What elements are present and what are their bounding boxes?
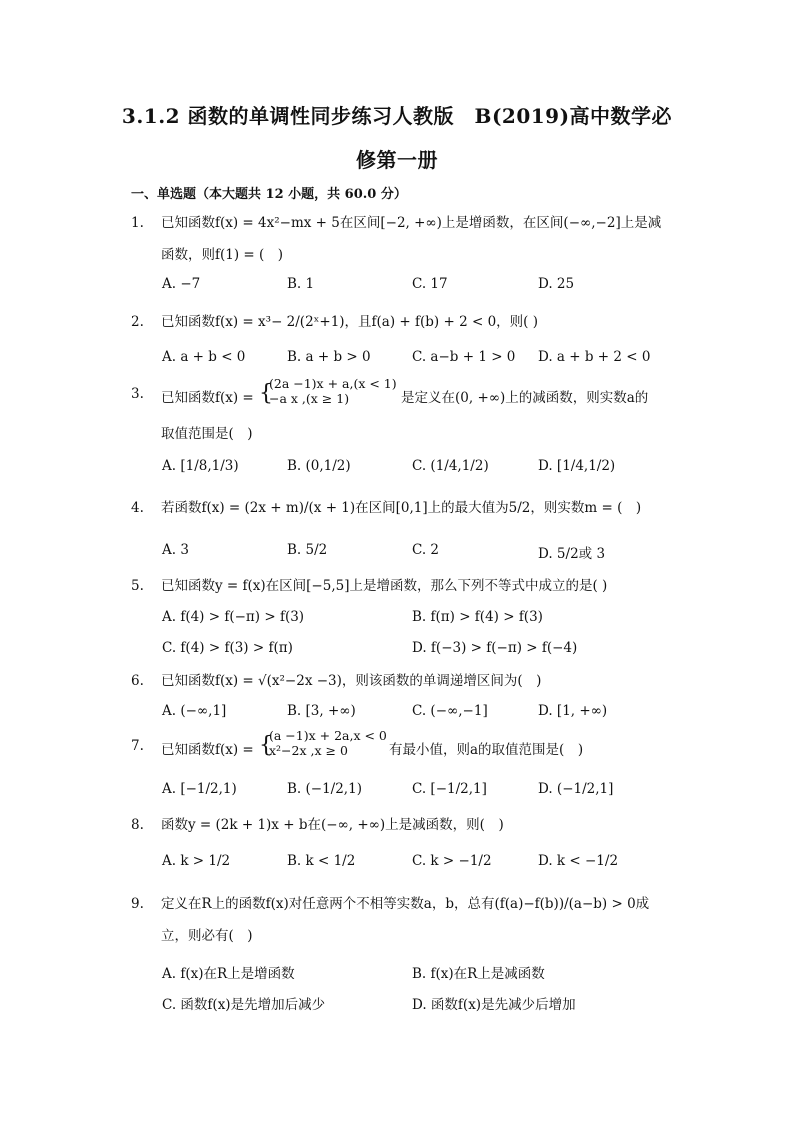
question-stem: 已知函数f(x) = 4x²−mx + 5在区间[−2, +∞)上是增函数，在区间(−∞,−2]上是减函数，则f(1) = ( ) [161, 215, 662, 263]
question-stem-suffix: 有最小值，则a的取值范围是( ) [389, 742, 584, 758]
option-a: A. f(4) > f(−π) > f(3) [162, 609, 305, 625]
question-stem: 若函数f(x) = (2x + m)/(x + 1)在区间[0,1]上的最大值为5/2，则实数m = ( ) [161, 500, 642, 516]
question-number: 8. [131, 817, 144, 833]
option-a: A. f(x)在R上是增函数 [162, 966, 295, 982]
option-b: B. 5/2 [287, 542, 328, 558]
question-number: 2. [131, 314, 144, 330]
question-8 [131, 809, 671, 841]
option-b: B. f(π) > f(4) > f(3) [412, 609, 543, 625]
option-b: B. (−1/2,1) [287, 781, 362, 797]
option-a: A. 3 [162, 542, 189, 558]
question-6 [131, 665, 671, 697]
option-a: A. [−1/2,1) [162, 781, 237, 797]
section-heading: 一、单选题（本大题共 12 小题，共 60.0 分） [131, 187, 407, 202]
brace-icon: { [259, 381, 273, 406]
question-number: 3. [131, 386, 144, 402]
option-d: D. 5/2或 3 [538, 546, 606, 562]
option-c: C. (−∞,−1] [412, 703, 488, 719]
piecewise-top: (a −1)x + 2a,x < 0 [269, 728, 387, 743]
option-b: B. a + b > 0 [287, 349, 371, 365]
option-a: A. k > 1/2 [162, 853, 231, 869]
question-stem: 已知函数y = f(x)在区间[−5,5]上是增函数，那么下列不等式中成立的是( ) [161, 578, 608, 594]
option-c: C. k > −1/2 [412, 853, 492, 869]
brace-icon: { [259, 733, 273, 758]
document-title-line-2: 修第一册 [356, 148, 438, 172]
question-3 [131, 376, 671, 440]
question-5 [131, 570, 671, 602]
option-b: B. [3, +∞) [287, 703, 356, 719]
option-b: B. f(x)在R上是减函数 [412, 966, 545, 982]
question-stem: 已知函数f(x) = x³− 2/(2ˣ+1)，且f(a) + f(b) + 2 < 0，则( ) [161, 314, 538, 330]
question-stem-suffix: 是定义在(0, +∞)上的减函数，则实数a的 [401, 390, 649, 406]
option-d: D. 函数f(x)是先减少后增加 [412, 997, 576, 1013]
option-d: D. k < −1/2 [538, 853, 619, 869]
option-b: B. 1 [287, 276, 315, 292]
question-number: 6. [131, 673, 144, 689]
option-c: C. 17 [412, 276, 448, 292]
option-c: C. 函数f(x)是先增加后减少 [162, 997, 326, 1013]
option-c: C. 2 [412, 542, 440, 558]
piecewise-bottom: x²−2x ,x ≥ 0 [269, 743, 348, 758]
question-1 [131, 207, 671, 271]
question-stem: 已知函数f(x) = √(x²−2x −3)，则该函数的单调递增区间为( ) [161, 673, 542, 689]
question-stem-prefix: 已知函数f(x) = [161, 390, 254, 406]
question-number: 7. [131, 738, 144, 754]
piecewise-top: (2a −1)x + a,(x < 1) [269, 376, 397, 391]
option-a: A. −7 [162, 276, 201, 292]
question-stem-prefix: 已知函数f(x) = [161, 742, 254, 758]
option-c: C. f(4) > f(3) > f(π) [162, 640, 293, 656]
option-d: D. [1, +∞) [538, 703, 608, 719]
question-9 [131, 888, 671, 952]
option-c: C. (1/4,1/2) [412, 458, 489, 474]
option-a: A. (−∞,1] [162, 703, 227, 719]
question-number: 1. [131, 215, 144, 231]
option-d: D. (−1/2,1] [538, 781, 614, 797]
option-d: D. [1/4,1/2) [538, 458, 616, 474]
option-a: A. a + b < 0 [162, 349, 246, 365]
question-number: 4. [131, 500, 144, 516]
option-b: B. k < 1/2 [287, 853, 356, 869]
question-4 [131, 492, 671, 524]
question-stem-line-2: 取值范围是( ) [161, 426, 253, 442]
question-stem: 函数y = (2k + 1)x + b在(−∞, +∞)上是减函数，则( ) [161, 817, 504, 833]
question-2 [131, 306, 671, 338]
question-7 [131, 728, 671, 768]
option-d: D. a + b + 2 < 0 [538, 349, 651, 365]
question-stem: 定义在R上的函数f(x)对任意两个不相等实数a，b，总有(f(a)−f(b))/(a−b) > 0成立，则必有( ) [161, 896, 650, 944]
option-c: C. a−b + 1 > 0 [412, 349, 516, 365]
piecewise-bottom: −a x ,(x ≥ 1) [269, 391, 350, 406]
option-d: D. f(−3) > f(−π) > f(−4) [412, 640, 578, 656]
option-d: D. 25 [538, 276, 575, 292]
document-title-line-1: 3.1.2 函数的单调性同步练习人教版 B(2019)高中数学必 [121, 104, 673, 128]
option-b: B. (0,1/2) [287, 458, 351, 474]
option-a: A. [1/8,1/3) [162, 458, 239, 474]
question-number: 9. [131, 896, 144, 912]
option-c: C. [−1/2,1] [412, 781, 487, 797]
question-number: 5. [131, 578, 144, 594]
